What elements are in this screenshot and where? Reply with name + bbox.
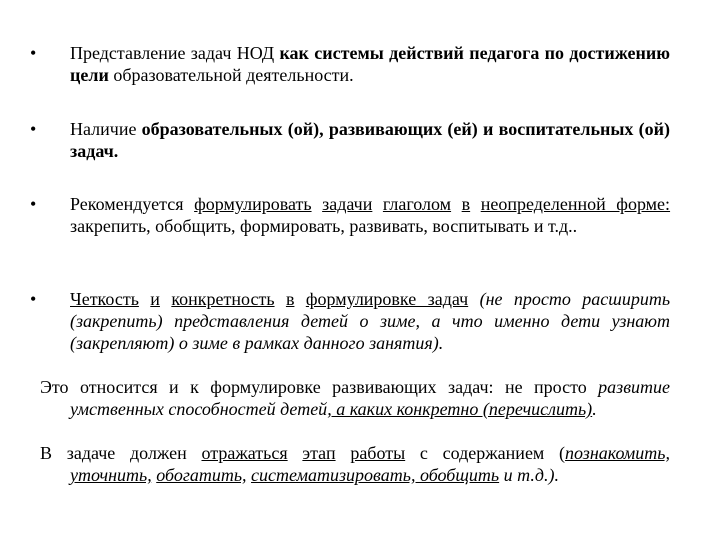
- paragraph-5: [40, 376, 670, 420]
- paragraph-4: [70, 288, 670, 354]
- text-run: с содержанием (: [405, 443, 566, 463]
- bold-run: как системы действий педагога по достижению цели: [70, 43, 670, 85]
- underlined-run: отражаться: [201, 443, 288, 463]
- text-run: В задаче должен: [40, 443, 202, 463]
- bullet-icon: •: [30, 194, 37, 214]
- text-run: закрепить, обобщить, формировать, развивать, воспитывать и т.д..: [70, 216, 578, 236]
- bullet-icon: •: [30, 289, 37, 309]
- paragraph-1: [70, 42, 670, 86]
- underlined-run: формулировке задач: [305, 289, 469, 309]
- underlined-run: этап: [302, 443, 336, 463]
- paragraph-2: [70, 118, 670, 162]
- bullet-item-2: [30, 118, 670, 162]
- underlined-italic-run: уточнить,: [70, 465, 152, 485]
- underlined-run: в: [285, 289, 295, 309]
- text-run: .: [592, 399, 597, 419]
- underlined-italic-run: , а каких конкретно (перечислить): [327, 399, 593, 419]
- underlined-run: глаголом: [382, 194, 452, 214]
- bullet-icon: •: [30, 119, 37, 139]
- underlined-run: формулировать: [194, 194, 312, 214]
- italic-run: развитие умственных способностей детей: [70, 377, 670, 419]
- bullet-item-3: [30, 193, 670, 237]
- text-run: Это относится и к формулировке развивающих задач: не просто: [40, 377, 599, 397]
- italic-run: (не просто расширить (закрепить) представления детей о зиме, а что именно дети узнают (закрепляют) о зиме в рамках данного занятия).: [70, 289, 671, 353]
- bullet-item-1: [30, 42, 670, 86]
- underlined-run: задачи: [322, 194, 373, 214]
- bullet-icon: •: [30, 43, 37, 63]
- underlined-run: в: [461, 194, 471, 214]
- italic-run: и т.д.).: [499, 465, 559, 485]
- underlined-italic-run: обогатить,: [156, 465, 247, 485]
- underlined-run: работы: [350, 443, 406, 463]
- underlined-run: Четкость: [70, 289, 139, 309]
- underlined-italic-run: систематизировать, обобщить: [251, 465, 500, 485]
- underlined-run: неопределенной форме:: [480, 194, 671, 214]
- text-run: образовательной деятельности.: [108, 65, 354, 85]
- underlined-run: конкретность: [171, 289, 275, 309]
- text-run: Представление задач НОД: [70, 43, 280, 63]
- paragraph-3: [70, 193, 670, 237]
- text-run: Наличие: [70, 119, 142, 139]
- text-run: Рекомендуется: [70, 194, 195, 214]
- bullet-item-4: [30, 288, 670, 354]
- paragraph-6: [40, 442, 670, 486]
- underlined-run: и: [150, 289, 160, 309]
- bold-run: образовательных (ой), развивающих (ей) и воспитательных (ой) задач.: [70, 119, 670, 161]
- underlined-italic-run: познакомить,: [565, 443, 670, 463]
